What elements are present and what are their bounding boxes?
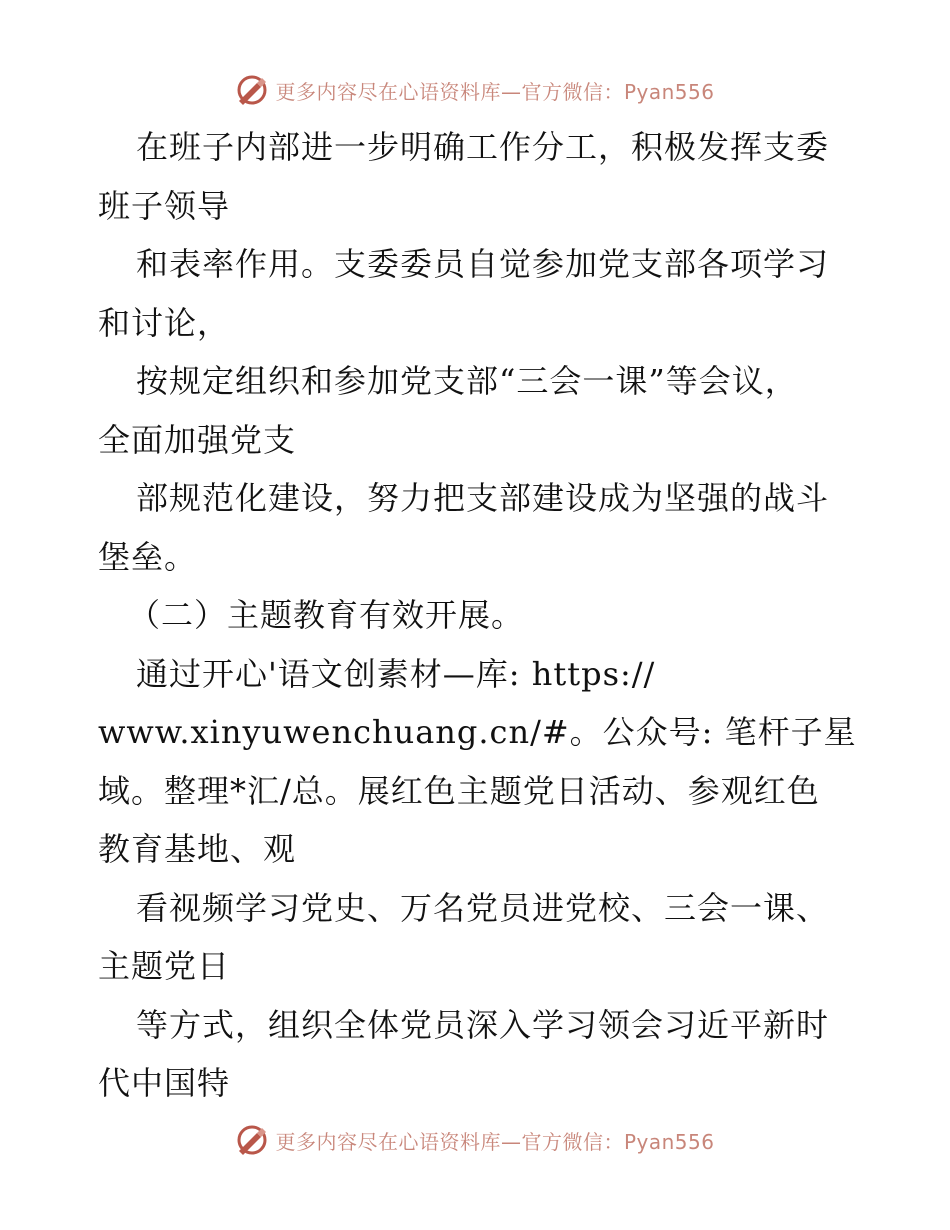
text-line: 看视频学习党史、万名党员进党校、三会一课、 (136, 888, 830, 927)
text-line: 和表率作用。支委委员自觉参加党支部各项学习 (136, 245, 830, 283)
text-line: 部规范化建设，努力把支部建设成为坚强的战斗 (136, 479, 830, 517)
header-banner-text: 更多内容尽在心语资料库—官方微信：Pyan556 (275, 79, 715, 104)
text-line: 等方式，组织全体党员深入学习领会习近平新时 (136, 1005, 830, 1044)
text-line: 教育基地、观 (98, 830, 297, 868)
text-line: 主题党日 (98, 947, 231, 985)
document-body (98, 118, 858, 1113)
footer-watermark-banner (0, 1120, 950, 1160)
text-line: 按规定组织和参加党支部“三会一课”等会议， (136, 362, 798, 400)
section-heading: （二）主题教育有效开展。 (128, 596, 525, 634)
text-line: 全面加强党支 (98, 420, 297, 459)
header-watermark-banner (0, 70, 950, 110)
text-line: 在班子内部进一步明确工作分工，积极发挥支委 (136, 128, 830, 166)
text-line: 代中国特 (98, 1064, 231, 1102)
text-line: 班子领导 (98, 186, 231, 225)
footer-banner-text: 更多内容尽在心语资料库—官方微信：Pyan556 (275, 1129, 715, 1154)
text-line: 通过开心'语文创素材—库: https:// (136, 654, 656, 693)
text-line: 和讨论， (98, 303, 231, 342)
pen-in-circle-icon (235, 1123, 269, 1157)
text-line: www.xinyuwenchuang.cn/#。公众号: 笔杆子星 (98, 713, 857, 751)
text-line: 域。整理*汇/总。展红色主题党日活动、参观红色 (98, 771, 820, 810)
pen-in-circle-icon (235, 73, 269, 107)
text-line: 堡垒。 (98, 537, 198, 576)
